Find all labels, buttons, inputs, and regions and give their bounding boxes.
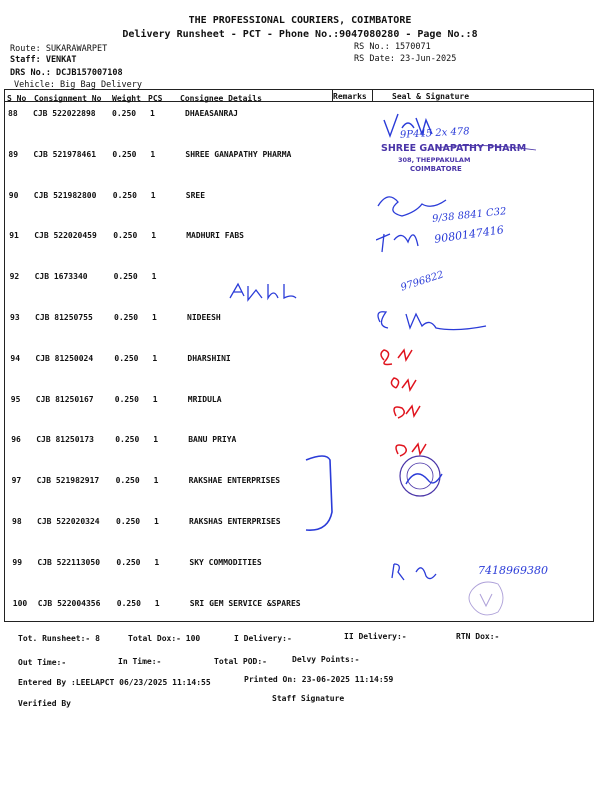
row-pcs: 1 xyxy=(150,109,155,118)
row-weight: 0.250 xyxy=(115,435,140,445)
row-weight: 0.250 xyxy=(113,272,138,282)
row-consignment-no: CJB 521982917 xyxy=(36,476,100,486)
row-pcs: 1 xyxy=(152,353,158,363)
handwritten-phone-row88: 9P445 2x 478 xyxy=(399,126,470,141)
out-time: Out Time:- xyxy=(18,658,67,667)
row-sno: 98 xyxy=(12,517,22,526)
row-consignment-no: CJB 1673340 xyxy=(34,272,88,282)
row-sno: 97 xyxy=(11,476,22,486)
route: Route: SUKARAWARPET xyxy=(10,44,108,54)
row-sno: 91 xyxy=(9,231,19,241)
row-weight: 0.250 xyxy=(116,557,141,567)
pharmacy-stamp-name: SHREE GANAPATHY PHARM xyxy=(381,143,527,154)
row-consignment-no: CJB 81250167 xyxy=(35,394,94,404)
in-time: In Time:- xyxy=(118,657,162,666)
row-consignment-no: CJB 522020324 xyxy=(37,517,100,526)
row-consignment-no: CJB 522022898 xyxy=(33,109,96,118)
row-consignment-no: CJB 521982800 xyxy=(33,190,97,200)
row-sno: 92 xyxy=(9,272,20,282)
row-weight: 0.250 xyxy=(113,231,138,241)
row-weight: 0.250 xyxy=(115,476,140,486)
row-consignee: RAKSHAE ENTERPRISES xyxy=(188,476,281,486)
rtn-dox: RTN Dox:- xyxy=(456,632,500,641)
row-pcs: 1 xyxy=(152,313,157,322)
entered-by: Entered By :LEELAPCT 06/23/2025 11:14:55 xyxy=(18,678,211,687)
row-consignment-no: CJB 522004356 xyxy=(37,598,101,608)
row-consignee: SHREE GANAPATHY PHARMA xyxy=(185,149,292,159)
company-title: THE PROFESSIONAL COURIERS, COIMBATORE xyxy=(188,15,412,26)
row-consignee: BANU PRIYA xyxy=(188,435,237,445)
row-pcs: 1 xyxy=(154,557,160,567)
col-header-remarks: Remarks xyxy=(333,92,367,101)
row-sno: 94 xyxy=(10,353,21,363)
row-consignee: SREE xyxy=(185,190,206,200)
row-sno: 95 xyxy=(10,394,21,404)
row-weight: 0.250 xyxy=(114,353,139,363)
col-header-consignee: Consignee Details xyxy=(180,94,262,103)
row-weight: 0.250 xyxy=(116,598,141,608)
row-pcs: 1 xyxy=(151,272,157,282)
vehicle: Vehicle: Big Bag Delivery xyxy=(14,80,142,90)
row-consignee: MRIDULA xyxy=(187,394,222,404)
row-consignment-no: CJB 522020459 xyxy=(34,231,97,241)
row-consignee: SKY COMMODITIES xyxy=(189,557,262,567)
handwritten-phone-row91: 9080147416 xyxy=(433,223,505,246)
row-pcs: 1 xyxy=(153,435,159,445)
row-sno: 88 xyxy=(8,109,18,118)
row-pcs: 1 xyxy=(154,598,160,608)
drs-number: DRS No.: DCJB157007108 xyxy=(10,68,123,78)
row-consignee: SRI GEM SERVICE &SPARES xyxy=(189,598,301,608)
pharmacy-stamp-address: 308, THEPPAKULAM xyxy=(398,156,471,164)
row-sno: 90 xyxy=(8,190,19,200)
total-pod: Total POD:- xyxy=(214,657,267,666)
row-sno: 100 xyxy=(12,598,28,608)
row-pcs: 1 xyxy=(150,149,156,159)
row-pcs: 1 xyxy=(151,231,157,241)
remark-signature-row92 xyxy=(228,280,328,304)
row-consignment-no: CJB 521978461 xyxy=(33,149,97,159)
row-consignee: DHAEASANRAJ xyxy=(185,109,238,118)
row-weight: 0.250 xyxy=(112,149,137,159)
row-consignee: RAKSHAS ENTERPRISES xyxy=(189,517,281,526)
bracket-mark xyxy=(300,452,340,542)
row-sno: 96 xyxy=(11,435,21,445)
row-consignee: NIDEESH xyxy=(187,313,221,322)
ii-delivery: II Delivery:- xyxy=(344,632,407,641)
rs-date: RS Date: 23-Jun-2025 xyxy=(354,54,457,64)
row-sno: 93 xyxy=(10,313,20,322)
col-header-sno: S No xyxy=(7,94,27,103)
i-delivery: I Delivery:- xyxy=(234,634,292,643)
row-pcs: 1 xyxy=(152,394,158,404)
row-consignment-no: CJB 522113050 xyxy=(37,557,101,567)
row-consignment-no: CJB 81250755 xyxy=(35,313,93,322)
row-weight: 0.250 xyxy=(116,517,141,526)
col-header-signature: Seal & Signature xyxy=(392,92,470,101)
row-sno: 89 xyxy=(8,149,19,159)
row-weight: 0.250 xyxy=(112,109,137,118)
row-pcs: 1 xyxy=(150,190,156,200)
row-weight: 0.250 xyxy=(114,394,139,404)
row-consignment-no: CJB 81250173 xyxy=(36,435,94,445)
handwritten-phone-row92: 9796822 xyxy=(399,269,446,294)
rs-number: RS No.: 1570071 xyxy=(354,42,431,52)
verified-by: Verified By xyxy=(18,699,71,708)
row-consignee: DHARSHINI xyxy=(187,353,231,363)
row-pcs: 1 xyxy=(154,517,159,526)
total-dox: Total Dox:- 100 xyxy=(128,634,201,643)
signature-ink-layer xyxy=(376,108,596,618)
staff-signature: Staff Signature xyxy=(272,694,345,703)
staff: Staff: VENKAT xyxy=(10,55,77,65)
col-header-pcs: PCS xyxy=(148,94,163,103)
row-sno: 99 xyxy=(12,557,23,567)
row-weight: 0.250 xyxy=(114,313,139,322)
handwritten-phone-row90: 9/38 8841 C32 xyxy=(431,206,508,225)
col-header-weight: Weight xyxy=(112,94,141,103)
delvy-points: Delvy Points:- xyxy=(292,655,360,664)
row-consignee: MADHURI FABS xyxy=(186,231,244,241)
tot-runsheet: Tot. Runsheet:- 8 xyxy=(18,634,100,643)
runsheet-subtitle: Delivery Runsheet - PCT - Phone No.:9047080280 - Page No.:8 xyxy=(122,29,478,40)
row-weight: 0.250 xyxy=(112,190,137,200)
row-consignment-no: CJB 81250024 xyxy=(35,353,94,363)
printed-on: Printed On: 23-06-2025 11:14:59 xyxy=(244,675,394,684)
col-header-consignment: Consignment No xyxy=(34,94,102,103)
handwritten-phone-row99: 7418969380 xyxy=(478,564,548,577)
row-pcs: 1 xyxy=(153,476,159,486)
pharmacy-stamp-city: COIMBATORE xyxy=(410,165,462,173)
